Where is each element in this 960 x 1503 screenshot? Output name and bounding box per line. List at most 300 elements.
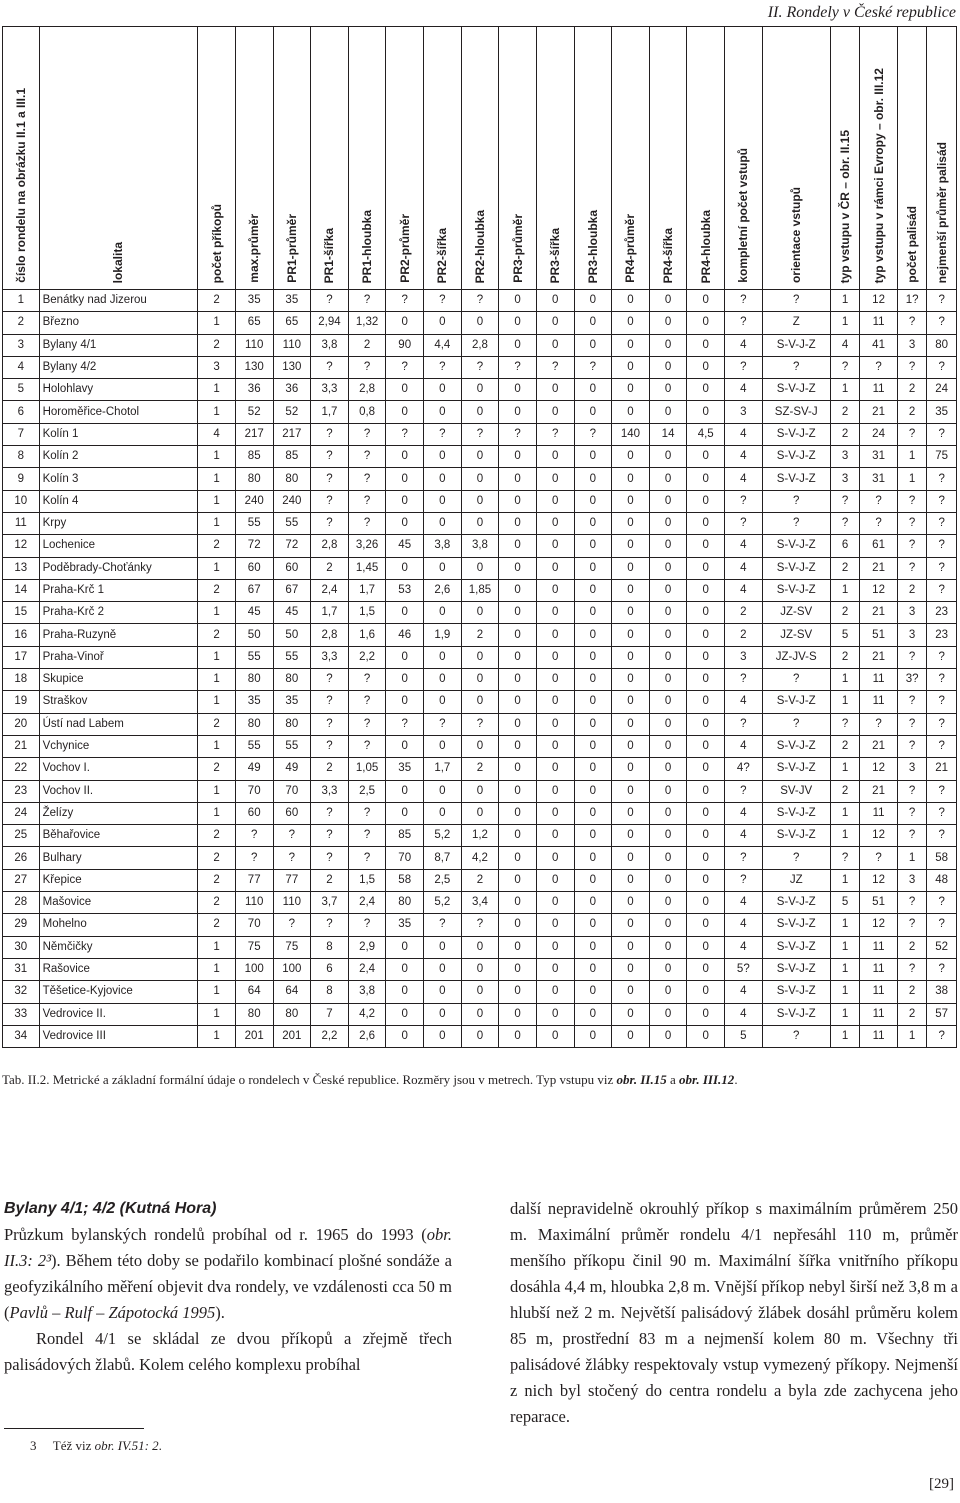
table-cell: 80 bbox=[273, 468, 311, 490]
table-cell: 201 bbox=[235, 1025, 273, 1047]
table-cell: 0 bbox=[536, 892, 574, 914]
table-cell: 80 bbox=[273, 669, 311, 691]
table-cell: 0 bbox=[536, 579, 574, 601]
table-row bbox=[3, 446, 957, 468]
table-cell: S-V-J-Z bbox=[762, 691, 830, 713]
table-cell: 75 bbox=[927, 446, 957, 468]
table-cell: 11 bbox=[860, 312, 898, 334]
table-cell: ? bbox=[897, 512, 926, 534]
table-cell: 0 bbox=[687, 691, 725, 713]
table-cell: ? bbox=[927, 468, 957, 490]
column-header: PR2-průměr bbox=[386, 27, 424, 290]
table-cell: ? bbox=[927, 825, 957, 847]
table-row bbox=[3, 1025, 957, 1047]
table-cell: 0 bbox=[649, 825, 687, 847]
table-cell: 12 bbox=[860, 579, 898, 601]
table-cell: 5 bbox=[3, 379, 40, 401]
table-cell: Němčičky bbox=[39, 936, 198, 958]
table-cell: ? bbox=[311, 914, 349, 936]
column-header: orientace vstupů bbox=[762, 27, 830, 290]
table-cell: 0 bbox=[424, 669, 462, 691]
table-cell: 0 bbox=[574, 691, 612, 713]
table-cell: 1,5 bbox=[348, 869, 386, 891]
table-cell: 0 bbox=[536, 669, 574, 691]
table-cell: 0 bbox=[461, 602, 499, 624]
table-cell: 0 bbox=[386, 780, 424, 802]
table-cell: 0 bbox=[499, 735, 537, 757]
table-cell: JZ-JV-S bbox=[762, 646, 830, 668]
table-cell: ? bbox=[860, 713, 898, 735]
table-cell: 0 bbox=[687, 490, 725, 512]
table-cell: S-V-J-Z bbox=[762, 936, 830, 958]
caption-ref-2: obr. III.12 bbox=[679, 1072, 735, 1087]
table-cell: ? bbox=[461, 290, 499, 312]
table-cell: 85 bbox=[235, 446, 273, 468]
table-cell: 2 bbox=[897, 379, 926, 401]
table-cell: Kolín 4 bbox=[39, 490, 198, 512]
column-header: počet příkopů bbox=[198, 27, 236, 290]
table-cell: 0 bbox=[386, 401, 424, 423]
table-cell: 13 bbox=[3, 557, 40, 579]
table-cell: 80 bbox=[235, 713, 273, 735]
table-cell: 4,2 bbox=[461, 847, 499, 869]
table-cell: Vochov II. bbox=[39, 780, 198, 802]
table-cell: 0 bbox=[536, 847, 574, 869]
table-cell: ? bbox=[424, 290, 462, 312]
table-cell: 3,8 bbox=[348, 981, 386, 1003]
table-cell: 0 bbox=[612, 869, 650, 891]
table-cell: 2 bbox=[198, 869, 236, 891]
table-cell: 2 bbox=[198, 579, 236, 601]
paragraph-3: další nepravidelně okrouhlý příkop s maximálním průměrem 250 m. Maximální průměr rondelu 4/1 nepřesáhl 110 m, průměr menšího příkopu činil 90 m. Maximální šířka vnitřního příkopu dosáhla 4,4 m, hloubka 2,8 m. Vnější příkop nebyl širší než 3,8 m a hlubší než 2 m. Největší palisádový žlábek dosáhl průměru kolem 85 m, prostřední 83 m a nejmenší kolem 80 m. Všechny tři palisádové žlábky respektovaly vstup vymezený příkopy. Nejmenší z nich byl stočený do centra rondelu a byla zde zachycena jeho reparace. bbox=[510, 1199, 958, 1426]
table-cell: Vedrovice II. bbox=[39, 1003, 198, 1025]
table-cell: 1 bbox=[830, 379, 859, 401]
rondel-table bbox=[2, 26, 957, 1048]
table-cell: ? bbox=[897, 892, 926, 914]
table-cell: 0 bbox=[574, 446, 612, 468]
column-header: PR3-průměr bbox=[499, 27, 537, 290]
table-cell: 1 bbox=[830, 958, 859, 980]
table-cell: 3,8 bbox=[311, 334, 349, 356]
table-cell: 21 bbox=[860, 735, 898, 757]
table-cell: 5,2 bbox=[424, 825, 462, 847]
table-cell: 0 bbox=[687, 713, 725, 735]
table-cell: 0 bbox=[687, 646, 725, 668]
column-header: PR2-šířka bbox=[424, 27, 462, 290]
table-cell: 53 bbox=[386, 579, 424, 601]
table-cell: ? bbox=[348, 669, 386, 691]
table-cell: 2 bbox=[311, 758, 349, 780]
table-cell: 0 bbox=[386, 958, 424, 980]
section-title: Bylany 4/1; 4/2 (Kutná Hora) bbox=[4, 1200, 217, 1217]
table-cell: 0 bbox=[574, 669, 612, 691]
table-cell: ? bbox=[897, 691, 926, 713]
table-cell: 0 bbox=[574, 825, 612, 847]
table-cell: 0 bbox=[612, 825, 650, 847]
table-cell: 3,7 bbox=[311, 892, 349, 914]
table-cell: S-V-J-Z bbox=[762, 334, 830, 356]
table-cell: 4? bbox=[725, 758, 763, 780]
table-cell: ? bbox=[897, 802, 926, 824]
table-cell: 0 bbox=[461, 1025, 499, 1047]
table-cell: S-V-J-Z bbox=[762, 535, 830, 557]
table-cell: 0 bbox=[424, 401, 462, 423]
table-cell: 10 bbox=[3, 490, 40, 512]
table-cell: 110 bbox=[235, 892, 273, 914]
table-cell: 67 bbox=[273, 579, 311, 601]
table-cell: 1 bbox=[830, 936, 859, 958]
table-cell: 1,05 bbox=[348, 758, 386, 780]
table-cell: 55 bbox=[273, 646, 311, 668]
table-cell: ? bbox=[927, 958, 957, 980]
table-cell: 0 bbox=[687, 1003, 725, 1025]
table-cell: 0 bbox=[649, 468, 687, 490]
table-cell: 4 bbox=[725, 981, 763, 1003]
table-cell: 1 bbox=[198, 1003, 236, 1025]
table-cell: 2 bbox=[198, 758, 236, 780]
table-cell: 0 bbox=[574, 646, 612, 668]
table-cell: ? bbox=[927, 490, 957, 512]
table-cell: 4 bbox=[725, 334, 763, 356]
table-cell: 217 bbox=[235, 423, 273, 445]
table-cell: 130 bbox=[235, 356, 273, 378]
table-cell: 0 bbox=[386, 446, 424, 468]
table-cell: ? bbox=[830, 512, 859, 534]
table-cell: S-V-J-Z bbox=[762, 423, 830, 445]
table-cell: 0 bbox=[574, 512, 612, 534]
table-cell: ? bbox=[348, 356, 386, 378]
table-row bbox=[3, 869, 957, 891]
table-cell: ? bbox=[461, 914, 499, 936]
table-cell: 21 bbox=[927, 758, 957, 780]
table-cell: 0 bbox=[499, 825, 537, 847]
table-cell: 2,5 bbox=[424, 869, 462, 891]
table-row bbox=[3, 290, 957, 312]
table-cell: 85 bbox=[386, 825, 424, 847]
table-cell: 0 bbox=[574, 758, 612, 780]
table-cell: ? bbox=[348, 914, 386, 936]
table-cell: Mašovice bbox=[39, 892, 198, 914]
table-cell: 2,8 bbox=[311, 535, 349, 557]
table-cell: ? bbox=[311, 490, 349, 512]
column-header: PR4-šířka bbox=[649, 27, 687, 290]
table-cell: 0 bbox=[574, 735, 612, 757]
table-cell: 1,6 bbox=[348, 624, 386, 646]
table-cell: Praha-Krč 2 bbox=[39, 602, 198, 624]
table-cell: 0 bbox=[687, 512, 725, 534]
table-cell: ? bbox=[725, 780, 763, 802]
table-cell: 7 bbox=[311, 1003, 349, 1025]
table-cell: 2 bbox=[198, 914, 236, 936]
column-header: max.průměr bbox=[235, 27, 273, 290]
table-cell: 0 bbox=[687, 958, 725, 980]
table-cell: 0 bbox=[424, 958, 462, 980]
table-cell: 1,45 bbox=[348, 557, 386, 579]
table-cell: ? bbox=[830, 847, 859, 869]
table-cell: 1 bbox=[830, 981, 859, 1003]
table-row bbox=[3, 936, 957, 958]
table-cell: 0 bbox=[499, 802, 537, 824]
table-cell: 1 bbox=[830, 1025, 859, 1047]
running-head: II. Rondely v České republice bbox=[767, 4, 956, 21]
table-cell: 0 bbox=[536, 468, 574, 490]
table-cell: ? bbox=[424, 423, 462, 445]
table-cell: 3 bbox=[3, 334, 40, 356]
table-cell: 0 bbox=[612, 446, 650, 468]
table-cell: S-V-J-Z bbox=[762, 735, 830, 757]
table-cell: ? bbox=[897, 646, 926, 668]
table-cell: 2 bbox=[198, 825, 236, 847]
table-cell: ? bbox=[311, 468, 349, 490]
table-cell: 11 bbox=[860, 936, 898, 958]
table-cell: 0 bbox=[536, 490, 574, 512]
table-cell: 201 bbox=[273, 1025, 311, 1047]
table-cell: 15 bbox=[3, 602, 40, 624]
table-row bbox=[3, 490, 957, 512]
table-cell: 2 bbox=[830, 602, 859, 624]
table-cell: 21 bbox=[860, 557, 898, 579]
table-cell: 2,8 bbox=[461, 334, 499, 356]
table-cell: 0 bbox=[536, 290, 574, 312]
table-cell: S-V-J-Z bbox=[762, 892, 830, 914]
table-row bbox=[3, 468, 957, 490]
table-cell: 2,9 bbox=[348, 936, 386, 958]
table-cell: 3 bbox=[897, 602, 926, 624]
table-cell: 0 bbox=[424, 1025, 462, 1047]
table-cell: 1 bbox=[198, 780, 236, 802]
table-cell: 0 bbox=[461, 981, 499, 1003]
table-header-row bbox=[3, 27, 957, 290]
table-cell: 0 bbox=[649, 691, 687, 713]
table-cell: 0 bbox=[499, 312, 537, 334]
table-cell: 0 bbox=[687, 1025, 725, 1047]
table-cell: 0 bbox=[574, 713, 612, 735]
table-cell: 0 bbox=[612, 914, 650, 936]
table-cell: 11 bbox=[3, 512, 40, 534]
table-cell: ? bbox=[348, 802, 386, 824]
table-cell: 1,9 bbox=[424, 624, 462, 646]
table-cell: ? bbox=[897, 825, 926, 847]
table-cell: ? bbox=[927, 669, 957, 691]
table-cell: 0 bbox=[424, 691, 462, 713]
table-cell: ? bbox=[348, 735, 386, 757]
table-cell: 3,3 bbox=[311, 646, 349, 668]
table-cell: 0 bbox=[499, 602, 537, 624]
table-cell: 80 bbox=[386, 892, 424, 914]
table-cell: ? bbox=[927, 646, 957, 668]
table-cell: 0 bbox=[424, 735, 462, 757]
table-cell: 0 bbox=[386, 981, 424, 1003]
table-cell: ? bbox=[927, 535, 957, 557]
table-cell: 25 bbox=[3, 825, 40, 847]
table-cell: Praha-Vinoř bbox=[39, 646, 198, 668]
table-cell: 1 bbox=[198, 981, 236, 1003]
table-row bbox=[3, 669, 957, 691]
table-row bbox=[3, 981, 957, 1003]
table-cell: 0 bbox=[574, 892, 612, 914]
table-cell: 0 bbox=[499, 936, 537, 958]
table-cell: 0 bbox=[687, 401, 725, 423]
table-cell: 0 bbox=[461, 958, 499, 980]
table-cell: 0 bbox=[687, 669, 725, 691]
table-cell: 24 bbox=[860, 423, 898, 445]
table-cell: ? bbox=[762, 490, 830, 512]
table-cell: ? bbox=[927, 290, 957, 312]
table-cell: 0 bbox=[612, 936, 650, 958]
table-cell: 0 bbox=[424, 802, 462, 824]
table-cell: 0 bbox=[687, 312, 725, 334]
table-cell: 1 bbox=[830, 914, 859, 936]
table-cell: 21 bbox=[860, 401, 898, 423]
table-cell: 4 bbox=[725, 535, 763, 557]
table-cell: 1 bbox=[830, 312, 859, 334]
table-cell: 52 bbox=[235, 401, 273, 423]
table-cell: Holohlavy bbox=[39, 379, 198, 401]
table-cell: 45 bbox=[273, 602, 311, 624]
table-cell: 240 bbox=[235, 490, 273, 512]
table-cell: ? bbox=[897, 535, 926, 557]
table-row bbox=[3, 802, 957, 824]
table-cell: 3,3 bbox=[311, 379, 349, 401]
table-cell: 3,8 bbox=[424, 535, 462, 557]
table-cell: 35 bbox=[273, 290, 311, 312]
table-cell: 0 bbox=[424, 1003, 462, 1025]
table-cell: 21 bbox=[860, 780, 898, 802]
table-cell: 0 bbox=[687, 758, 725, 780]
table-cell: 0 bbox=[612, 780, 650, 802]
table-cell: 2 bbox=[897, 1003, 926, 1025]
table-cell: 0 bbox=[612, 713, 650, 735]
table-cell: 2 bbox=[830, 423, 859, 445]
table-cell: 0 bbox=[536, 758, 574, 780]
table-cell: ? bbox=[830, 356, 859, 378]
table-cell: 0 bbox=[536, 624, 574, 646]
table-cell: ? bbox=[860, 512, 898, 534]
table-cell: ? bbox=[386, 713, 424, 735]
table-cell: 4 bbox=[725, 802, 763, 824]
table-cell: 0 bbox=[612, 290, 650, 312]
table-cell: ? bbox=[348, 691, 386, 713]
table-cell: 0 bbox=[687, 869, 725, 891]
table-cell: 3,26 bbox=[348, 535, 386, 557]
table-cell: Benátky nad Jizerou bbox=[39, 290, 198, 312]
table-cell: 0 bbox=[536, 446, 574, 468]
table-cell: ? bbox=[348, 423, 386, 445]
table-cell: 0 bbox=[612, 401, 650, 423]
table-cell: 38 bbox=[927, 981, 957, 1003]
table-cell: 0 bbox=[649, 802, 687, 824]
table-cell: 0 bbox=[687, 914, 725, 936]
table-cell: 2,6 bbox=[348, 1025, 386, 1047]
table-cell: ? bbox=[386, 290, 424, 312]
table-row bbox=[3, 758, 957, 780]
table-cell: ? bbox=[311, 713, 349, 735]
table-cell: ? bbox=[235, 847, 273, 869]
table-cell: 23 bbox=[927, 602, 957, 624]
column-header: typ vstupu v ČR – obr. II.15 bbox=[830, 27, 859, 290]
table-cell: 2,94 bbox=[311, 312, 349, 334]
table-cell: Vchynice bbox=[39, 735, 198, 757]
table-cell: 3 bbox=[198, 356, 236, 378]
table-cell: ? bbox=[386, 356, 424, 378]
table-cell: Březno bbox=[39, 312, 198, 334]
table-cell: 0 bbox=[499, 780, 537, 802]
table-cell: 46 bbox=[386, 624, 424, 646]
table-cell: 20 bbox=[3, 713, 40, 735]
table-cell: Těšetice-Kyjovice bbox=[39, 981, 198, 1003]
table-cell: 72 bbox=[273, 535, 311, 557]
table-cell: Skupice bbox=[39, 669, 198, 691]
table-cell: 0 bbox=[536, 691, 574, 713]
table-cell: 1,2 bbox=[461, 825, 499, 847]
table-cell: ? bbox=[762, 713, 830, 735]
table-cell: 110 bbox=[235, 334, 273, 356]
table-cell: 36 bbox=[235, 379, 273, 401]
table-cell: 3 bbox=[830, 468, 859, 490]
column-header: PR4-hloubka bbox=[687, 27, 725, 290]
column-header: typ vstupu v rámci Evropy – obr. III.12 bbox=[860, 27, 898, 290]
table-cell: 60 bbox=[273, 802, 311, 824]
table-cell: 21 bbox=[860, 646, 898, 668]
table-cell: 0 bbox=[536, 312, 574, 334]
table-cell: 0 bbox=[687, 557, 725, 579]
table-cell: 0 bbox=[424, 981, 462, 1003]
table-cell: Křepice bbox=[39, 869, 198, 891]
table-cell: 1 bbox=[198, 691, 236, 713]
table-cell: 35 bbox=[235, 691, 273, 713]
column-header: PR3-šířka bbox=[536, 27, 574, 290]
table-cell: 4 bbox=[3, 356, 40, 378]
table-cell: 7 bbox=[3, 423, 40, 445]
table-cell: 0 bbox=[499, 869, 537, 891]
table-cell: 23 bbox=[927, 624, 957, 646]
table-cell: 0 bbox=[499, 490, 537, 512]
table-cell: ? bbox=[273, 914, 311, 936]
table-cell: 0 bbox=[461, 646, 499, 668]
table-cell: ? bbox=[348, 825, 386, 847]
table-cell: 12 bbox=[860, 825, 898, 847]
table-cell: 0 bbox=[386, 1025, 424, 1047]
table-cell: 1 bbox=[198, 401, 236, 423]
table-cell: 0 bbox=[612, 669, 650, 691]
table-cell: 0 bbox=[574, 869, 612, 891]
table-cell: ? bbox=[499, 423, 537, 445]
table-cell: 3 bbox=[897, 869, 926, 891]
footnote: 3 Též viz obr. IV.51: 2. bbox=[30, 1438, 162, 1453]
table-cell: 0 bbox=[649, 936, 687, 958]
table-cell: 0 bbox=[461, 468, 499, 490]
table-cell: 0 bbox=[649, 512, 687, 534]
table-cell: ? bbox=[927, 691, 957, 713]
column-header: PR1-šířka bbox=[311, 27, 349, 290]
table-row bbox=[3, 691, 957, 713]
table-cell: 110 bbox=[273, 892, 311, 914]
table-cell: ? bbox=[927, 557, 957, 579]
table-cell: 17 bbox=[3, 646, 40, 668]
table-cell: 23 bbox=[3, 780, 40, 802]
table-cell: ? bbox=[860, 490, 898, 512]
table-cell: 2 bbox=[198, 713, 236, 735]
table-cell: 70 bbox=[235, 914, 273, 936]
table-cell: 130 bbox=[273, 356, 311, 378]
table-cell: ? bbox=[762, 847, 830, 869]
table-cell: 4 bbox=[725, 936, 763, 958]
table-cell: 90 bbox=[386, 334, 424, 356]
table-cell: 5 bbox=[830, 624, 859, 646]
table-cell: 2,4 bbox=[348, 958, 386, 980]
table-cell: ? bbox=[725, 312, 763, 334]
table-cell: ? bbox=[725, 512, 763, 534]
